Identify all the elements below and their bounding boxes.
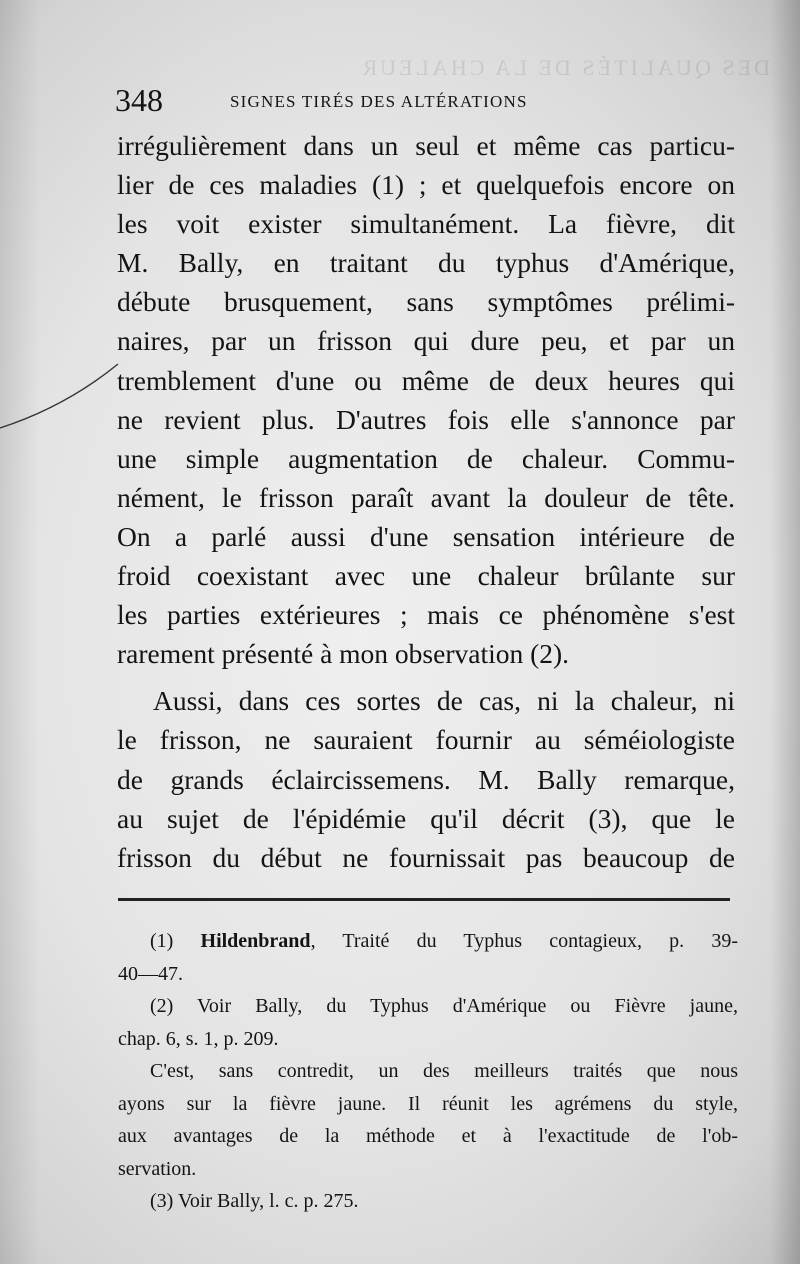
text-line: tremblement d'une ou même de deux heures qui bbox=[117, 364, 735, 396]
text-line: ne revient plus. D'autres fois elle s'annonce par bbox=[117, 403, 735, 435]
text-line: le frisson, ne sauraient fournir au séméiologiste bbox=[117, 724, 735, 756]
footnote-1-ref: (1) bbox=[150, 930, 174, 952]
footnote-2-comment-line: aux avantages de la méthode et à l'exactitude de l'ob- bbox=[118, 1125, 738, 1147]
text-line: naires, par un frisson qui dure peu, et par un bbox=[117, 325, 735, 357]
footnote-3: (3) Voir Bally, l. c. p. 275. bbox=[150, 1190, 359, 1212]
footnote-2-comment: C'est, sans contredit, un des meilleurs traités que nous bbox=[150, 1060, 738, 1082]
footnote-1-text: , Traité du Typhus contagieux, p. 39- bbox=[310, 930, 738, 952]
footnote-1-continued: 40—47. bbox=[118, 962, 183, 985]
text-line: de grands éclaircissemens. M. Bally remarque, bbox=[117, 763, 735, 795]
text-line: les voit exister simultanément. La fièvre, dit bbox=[117, 208, 735, 240]
footnote-2-comment-line: servation. bbox=[118, 1157, 197, 1180]
text-line: M. Bally, en traitant du typhus d'Amérique, bbox=[117, 247, 735, 279]
paragraph-start-line: Aussi, dans ces sortes de cas, ni la chaleur, ni bbox=[153, 685, 735, 717]
page-left-shadow bbox=[0, 0, 40, 1264]
page-number: 348 bbox=[115, 82, 163, 118]
text-line: une simple augmentation de chaleur. Commu- bbox=[117, 442, 735, 474]
footnotes bbox=[118, 925, 738, 1218]
footnote-1 bbox=[118, 925, 738, 958]
text-line: rarement présenté à mon observation (2). bbox=[117, 638, 570, 670]
footnote-2-continued: chap. 6, s. 1, p. 209. bbox=[118, 1027, 279, 1050]
footnote-2-comment-line: ayons sur la fièvre jaune. Il réunit les agrémens du style, bbox=[118, 1092, 738, 1115]
running-head: SIGNES TIRÉS DES ALTÉRATIONS bbox=[230, 92, 528, 111]
body-text bbox=[117, 126, 735, 877]
page-header bbox=[115, 82, 735, 118]
text-line: lier de ces maladies (1) ; et quelquefois encore on bbox=[117, 169, 735, 201]
text-line: On a parlé aussi d'une sensation intérieure de bbox=[117, 520, 735, 552]
text-line: débute brusquement, sans symptômes prélimi- bbox=[117, 286, 735, 318]
text-line: les parties extérieures ; mais ce phénomène s'est bbox=[117, 599, 735, 631]
text-line: nément, le frisson paraît avant la douleur de tête. bbox=[117, 481, 735, 513]
footnote-1-author: Hildenbrand bbox=[200, 930, 311, 952]
footnote-2: (2) Voir Bally, du Typhus d'Amérique ou Fièvre jaune, bbox=[150, 995, 738, 1017]
text-line: frisson du début ne fournissait pas beaucoup de bbox=[117, 841, 735, 873]
bleed-through-text: DES QUALITÉS DE LA CHALEUR bbox=[359, 55, 770, 80]
text-line: froid coexistant avec une chaleur brûlante sur bbox=[117, 560, 735, 592]
footnote-rule bbox=[118, 898, 730, 901]
margin-pen-stroke bbox=[0, 360, 120, 430]
text-line: irrégulièrement dans un seul et même cas particu- bbox=[117, 130, 735, 161]
page-right-shadow bbox=[770, 0, 800, 1264]
text-line: au sujet de l'épidémie qu'il décrit (3), que le bbox=[117, 802, 735, 834]
